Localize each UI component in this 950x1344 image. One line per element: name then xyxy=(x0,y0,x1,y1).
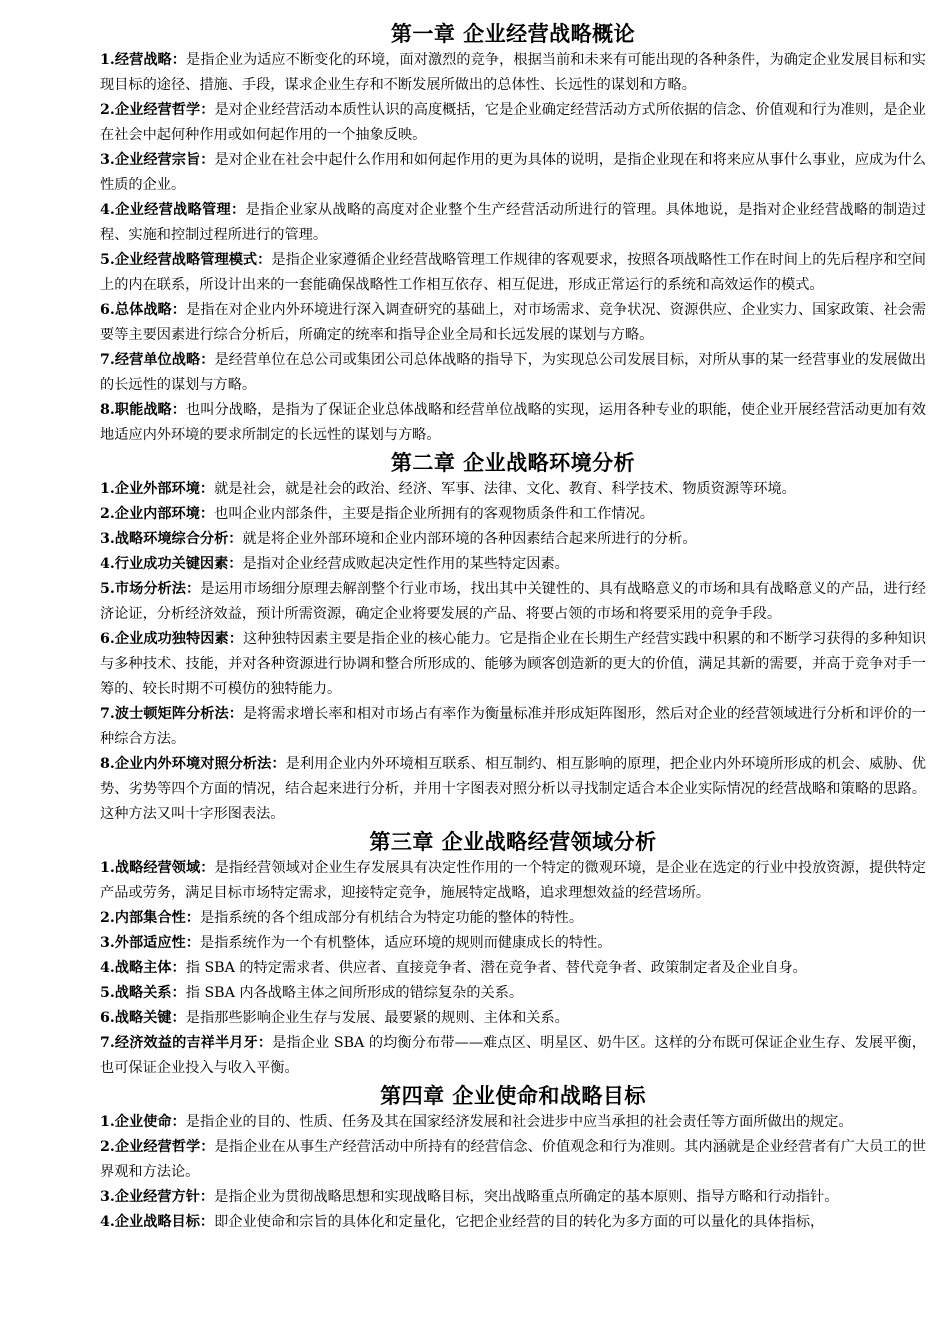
entry-term: 1.企业使命： xyxy=(100,1114,186,1130)
definition-entry xyxy=(100,1110,926,1135)
definition-entry xyxy=(100,981,926,1006)
definition-entry xyxy=(100,1135,926,1185)
definition-entry xyxy=(100,348,926,398)
definition-entry xyxy=(100,1006,926,1031)
entry-definition: 也叫分战略，是指为了保证企业总体战略和经营单位战略的实现，运用各种专业的职能，使企业开展经营活动更加有效地适应内外环境的要求所制定的长远性的谋划与方略。 xyxy=(100,402,926,443)
entry-term: 3.战略环境综合分析： xyxy=(100,531,243,547)
entry-definition: 是对企业经营活动本质性认识的高度概括，它是企业确定经营活动方式所依据的信念、价值观和行为准则，是企业在社会中起何种作用或如何起作用的一个抽象反映。 xyxy=(100,102,926,143)
entry-definition: 是指企业的目的、性质、任务及其在国家经济发展和社会进步中应当承担的社会责任等方面所做出的规定。 xyxy=(185,1114,853,1130)
entry-term: 7.经营单位战略： xyxy=(100,352,215,368)
definition-entry xyxy=(100,48,926,98)
entry-definition: 也叫企业内部条件，主要是指企业所拥有的客观物质条件和工作情况。 xyxy=(214,506,654,522)
entry-definition: 这种独特因素主要是指企业的核心能力。它是指企业在长期生产经营实践中积累的和不断学习获得的多种知识与多种技术、技能，并对各种资源进行协调和整合所形成的、能够为顾客创造新的更大的价值，满足其新的需要，并高于竞争对手一筹的、较长时期不可模仿的独特能力。 xyxy=(100,631,926,697)
entry-definition: 指 SBA 的特定需求者、供应者、直接竞争者、潜在竞争者、替代竞争者、政策制定者及企业自身。 xyxy=(185,960,807,976)
entry-definition: 是指对企业经营成败起决定性作用的某些特定因素。 xyxy=(242,556,569,572)
entry-definition: 就是将企业外部环境和企业内部环境的各种因素结合起来所进行的分析。 xyxy=(242,531,697,547)
entry-definition: 即企业使命和宗旨的具体化和定量化，它把企业经营的目的转化为多方面的可以量化的具体指标， xyxy=(214,1214,825,1230)
entry-term: 6.总体战略： xyxy=(100,302,187,318)
entry-definition: 是指企业 SBA 的均衡分布带——难点区、明星区、奶牛区。这样的分布既可保证企业生存、发展平衡，也可保证企业投入与收入平衡。 xyxy=(100,1035,926,1076)
entry-term: 2.企业经营哲学： xyxy=(100,1139,215,1155)
entry-definition: 是经营单位在总公司或集团公司总体战略的指导下，为实现总公司发展目标，对所从事的某一经营事业的发展做出的长远性的谋划与方略。 xyxy=(100,352,926,393)
entry-term: 4.企业经营战略管理： xyxy=(100,202,246,218)
chapter-section xyxy=(100,450,926,827)
entry-term: 2.内部集合性： xyxy=(100,910,200,926)
definition-entry xyxy=(100,398,926,448)
chapter-section xyxy=(100,21,926,448)
definition-entry xyxy=(100,1185,926,1210)
definition-entry xyxy=(100,248,926,298)
entry-term: 2.企业内部环境： xyxy=(100,506,215,522)
entry-definition: 是指企业家遵循企业经营战略管理工作规律的客观要求，按照各项战略性工作在时间上的先后程序和空间上的内在联系，所设计出来的一套能确保战略性工作相互依存、相互促进，形成正常运行的系统和高效运作的模式。 xyxy=(100,252,926,293)
chapter-title: 第三章 企业战略经营领域分析 xyxy=(369,829,657,854)
entry-definition: 是指企业为贯彻战略思想和实现战略目标，突出战略重点所确定的基本原则、指导方略和行动指针。 xyxy=(214,1189,839,1205)
definition-entry xyxy=(100,931,926,956)
entry-term: 3.企业经营宗旨： xyxy=(100,152,215,168)
entry-term: 5.市场分析法： xyxy=(100,581,201,597)
definition-entry xyxy=(100,856,926,906)
entry-definition: 是对企业在社会中起什么作用和如何起作用的更为具体的说明，是指企业现在和将来应从事什么事业，应成为什么性质的企业。 xyxy=(100,152,926,193)
definition-entry xyxy=(100,198,926,248)
entry-term: 6.战略关键： xyxy=(100,1010,186,1026)
entry-term: 1.战略经营领域： xyxy=(100,860,215,876)
entry-definition: 就是社会，就是社会的政治、经济、军事、法律、文化、教育、科学技术、物质资源等环境。 xyxy=(214,481,796,497)
entry-term: 7.波士顿矩阵分析法： xyxy=(100,706,243,722)
entry-definition: 指 SBA 内各战略主体之间所形成的错综复杂的关系。 xyxy=(185,985,524,1001)
entry-term: 3.外部适应性： xyxy=(100,935,200,951)
entry-definition: 是指那些影响企业生存与发展、最要紧的规则、主体和关系。 xyxy=(185,1010,569,1026)
chapter-title: 第四章 企业使命和战略目标 xyxy=(380,1083,646,1108)
entry-definition: 是指企业在从事生产经营活动中所持有的经营信念、价值观念和行为准则。其内涵就是企业经营者有广大员工的世界观和方法论。 xyxy=(100,1139,926,1180)
definition-entry xyxy=(100,527,926,552)
entry-definition: 是指在对企业内外环境进行深入调查研究的基础上，对市场需求、竞争状况、资源供应、企业实力、国家政策、社会需要等主要因素进行综合分析后，所确定的统率和指导企业全局和长远发展的谋划与方略。 xyxy=(100,302,926,343)
entry-definition: 是指企业家从战略的高度对企业整个生产经营活动所进行的管理。具体地说，是指对企业经营战略的制造过程、实施和控制过程所进行的管理。 xyxy=(100,202,926,243)
entry-term: 1.企业外部环境： xyxy=(100,481,215,497)
definition-entry xyxy=(100,298,926,348)
entry-definition: 是指系统作为一个有机整体，适应环境的规则而健康成长的特性。 xyxy=(199,935,612,951)
chapter-section xyxy=(100,829,926,1081)
entry-term: 7.经济效益的吉祥半月牙： xyxy=(100,1035,273,1051)
definition-entry xyxy=(100,1210,926,1235)
definition-entry xyxy=(100,552,926,577)
chapter-section xyxy=(100,1083,926,1235)
entry-term: 6.企业成功独特因素： xyxy=(100,631,243,647)
entry-term: 1.经营战略： xyxy=(100,52,187,68)
entry-definition: 是指经营领域对企业生存发展具有决定性作用的一个特定的微观环境，是企业在选定的行业中投放资源，提供特定产品或劳务，满足目标市场特定需求，迎接特定竞争，施展特定战略，追求理想效益的经营场所。 xyxy=(100,860,926,901)
entry-term: 8.企业内外环境对照分析法： xyxy=(100,756,286,772)
entry-definition: 是指企业为适应不断变化的环境，面对激烈的竞争，根据当前和未来有可能出现的各种条件，为确定企业发展目标和实现目标的途径、措施、手段，谋求企业生存和不断发展所做出的总体性、长远性的谋划和方略。 xyxy=(100,52,926,93)
entry-term: 5.企业经营战略管理模式： xyxy=(100,252,272,268)
entry-definition: 是将需求增长率和相对市场占有率作为衡量标准并形成矩阵图形，然后对企业的经营领域进行分析和评价的一种综合方法。 xyxy=(100,706,926,747)
entry-definition: 是利用企业内外环境相互联系、相互制约、相互影响的原理，把企业内外环境所形成的机会、威胁、优势、劣势等四个方面的情况，结合起来进行分析，并用十字图表对照分析以寻找制定适合本企业实际情况的经营战略和策略的思路。这种方法又叫十字形图表法。 xyxy=(100,756,926,822)
entry-term: 4.行业成功关键因素： xyxy=(100,556,243,572)
entry-term: 4.企业战略目标： xyxy=(100,1214,215,1230)
definition-entry xyxy=(100,502,926,527)
entry-term: 2.企业经营哲学： xyxy=(100,102,215,118)
entry-definition: 是运用市场细分原理去解剖整个行业市场，找出其中关键性的、具有战略意义的市场和具有战略意义的产品，进行经济论证，分析经济效益，预计所需资源，确定企业将要发展的产品、将要占领的市场和将要采用的竞争手段。 xyxy=(100,581,926,622)
definition-entry xyxy=(100,956,926,981)
definition-entry xyxy=(100,98,926,148)
entry-definition: 是指系统的各个组成部分有机结合为特定功能的整体的特性。 xyxy=(199,910,584,926)
definition-entry xyxy=(100,906,926,931)
entry-term: 8.职能战略： xyxy=(100,402,187,418)
definition-entry xyxy=(100,702,926,752)
definition-entry xyxy=(100,577,926,627)
entry-term: 4.战略主体： xyxy=(100,960,186,976)
definition-entry xyxy=(100,627,926,702)
chapter-title: 第一章 企业经营战略概论 xyxy=(390,21,636,46)
entry-term: 3.企业经营方针： xyxy=(100,1189,215,1205)
entry-term: 5.战略关系： xyxy=(100,985,186,1001)
definition-entry xyxy=(100,1031,926,1081)
definition-entry xyxy=(100,752,926,827)
chapter-title: 第二章 企业战略环境分析 xyxy=(390,450,636,475)
definition-entry xyxy=(100,477,926,502)
definition-entry xyxy=(100,148,926,198)
